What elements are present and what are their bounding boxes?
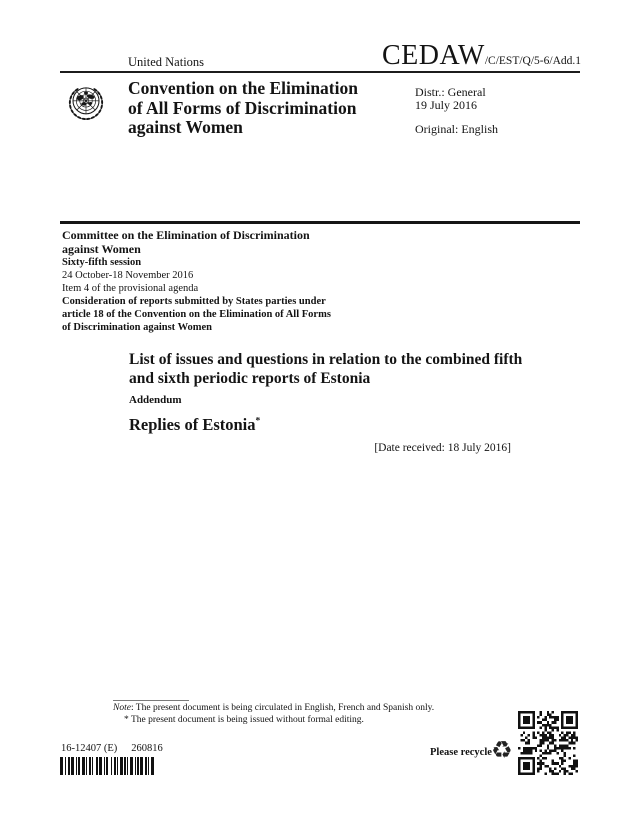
distr-date: 19 July 2016 (415, 97, 478, 112)
replies-title: Replies of Estonia* (129, 415, 261, 434)
barcode-icon (60, 757, 176, 775)
footnote-note (113, 703, 434, 713)
committee-name: Committee on the Elimination of Discrimination against Women (62, 228, 310, 256)
masthead-title-line: of All Forms of Discrimination (128, 97, 357, 118)
header-rule (60, 71, 580, 73)
recycle-label: Please recycle (430, 747, 492, 758)
session-dates: 24 October-18 November 2016 (62, 270, 194, 281)
document-symbol (382, 40, 581, 72)
committee-block (62, 229, 331, 334)
print-date-code: 260816 (131, 743, 163, 754)
document-symbol-main: CEDAW (381, 40, 485, 71)
addendum-label: Addendum (129, 394, 182, 406)
job-number: 16-12407 (E) (61, 743, 118, 754)
date-received: [Date received: 18 July 2016] (374, 442, 511, 454)
footnote-asterisk-line: * The present document is being issued without formal editing. (124, 714, 364, 725)
session-title: Sixty-fifth session (62, 257, 142, 268)
masthead-title (128, 79, 428, 138)
recycle-icon: ♻ (491, 736, 513, 764)
distr-line: Distr.: General (415, 85, 486, 99)
note-text: : The present document is being circulated in English, French and Spanish only. (130, 703, 435, 713)
distribution-block (415, 86, 498, 136)
document-title (129, 350, 604, 388)
qr-code-icon (518, 711, 578, 775)
note-label: Note (113, 703, 131, 713)
section-rule (60, 221, 580, 224)
masthead-title-line: Convention on the Elimination (128, 78, 358, 98)
footnote-rule (113, 700, 189, 701)
masthead-title-line: against Women (128, 117, 243, 137)
document-title-line: and sixth periodic reports of Estonia (129, 370, 371, 387)
job-number-line (61, 743, 163, 754)
document-title-line: List of issues and questions in relation to the combined fifth (129, 351, 523, 368)
document-symbol-suffix: /C/EST/Q/5-6/Add.1 (484, 55, 581, 67)
original-language: Original: English (415, 122, 498, 136)
un-emblem-icon (60, 79, 112, 131)
agenda-item: Item 4 of the provisional agenda (62, 283, 199, 294)
footnote-asterisk: * (255, 416, 261, 427)
agenda-title: Consideration of reports submitted by States parties under article 18 of the Convention on the Elimination of All Forms of Discrimination against Women (62, 296, 331, 333)
org-name: United Nations (128, 55, 205, 69)
